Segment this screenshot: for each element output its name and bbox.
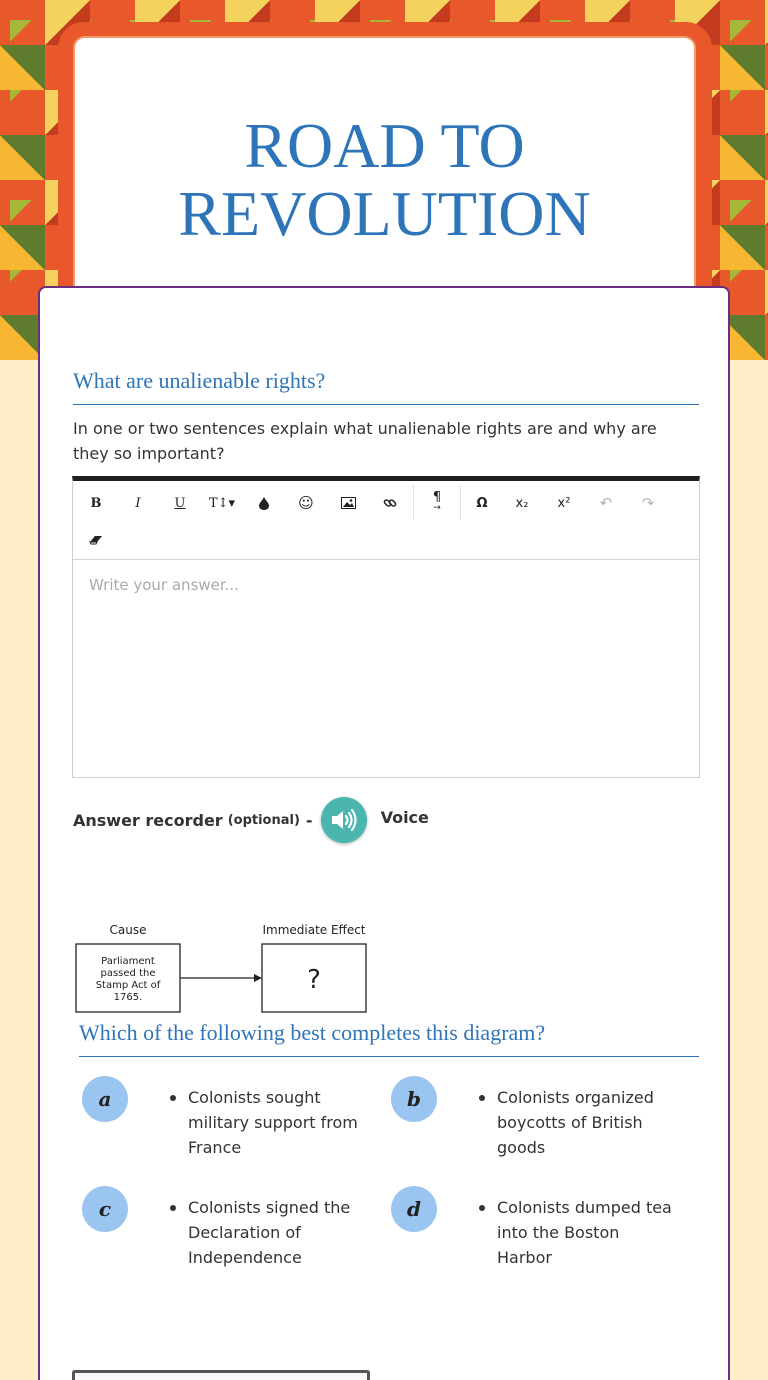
bold-button[interactable]: B <box>90 495 102 511</box>
font-size-dropdown[interactable]: T↕▾ <box>208 495 236 511</box>
text-color-button[interactable] <box>247 489 281 517</box>
recorder-optional-label: (optional) <box>227 812 300 828</box>
paragraph-label: ¶ <box>432 490 442 505</box>
italic-button[interactable]: I <box>135 495 141 511</box>
emoji-button[interactable]: ☺ <box>298 494 314 512</box>
option-b-button[interactable]: b <box>391 1076 437 1122</box>
option-c-text: Colonists signed the Declaration of Independence <box>170 1195 360 1270</box>
insert-image-button[interactable] <box>331 489 365 517</box>
effect-header: Immediate Effect <box>262 923 366 937</box>
title-card <box>73 36 696 311</box>
eraser-icon <box>89 535 103 545</box>
recorder-dash: - <box>305 810 313 830</box>
answer-recorder <box>73 796 429 844</box>
arrow-right-icon: → <box>433 503 441 513</box>
toolbar-separator <box>460 485 461 519</box>
cause-line: Stamp Act of <box>95 980 161 991</box>
question-1-title: What are unalienable rights? <box>73 368 699 405</box>
speaker-icon <box>330 808 358 832</box>
cause-header: Cause <box>109 923 147 937</box>
droplet-icon <box>259 497 269 510</box>
next-question-image <box>72 1370 370 1380</box>
option-c-button[interactable]: c <box>82 1186 128 1232</box>
arrow-head-icon <box>254 974 262 982</box>
cause-effect-diagram <box>74 920 374 1016</box>
cause-line: Parliament <box>101 956 155 967</box>
underline-button[interactable]: U <box>174 495 186 511</box>
option-d-button[interactable]: d <box>391 1186 437 1232</box>
undo-button[interactable]: ↶ <box>599 494 613 512</box>
superscript-button[interactable]: x² <box>557 495 571 511</box>
redo-button[interactable]: ↷ <box>641 494 655 512</box>
option-d-text: Colonists dumped tea into the Boston Harbor <box>479 1195 679 1270</box>
voice-label: Voice <box>380 807 429 827</box>
editor-toolbar <box>73 481 699 560</box>
insert-link-button[interactable] <box>373 489 407 517</box>
image-icon <box>341 497 356 509</box>
paragraph-direction-button[interactable] <box>420 489 454 517</box>
clear-formatting-button[interactable] <box>79 526 113 554</box>
question-1-text: In one or two sentences explain what unalienable rights are and why are they so important? <box>73 419 657 463</box>
toolbar-separator <box>413 485 414 519</box>
voice-record-button[interactable] <box>321 797 367 843</box>
subscript-button[interactable]: x₂ <box>515 495 529 511</box>
effect-question-mark: ? <box>307 965 321 995</box>
worksheet-content <box>38 286 730 1380</box>
page-title: ROAD TO REVOLUTION <box>178 110 591 249</box>
cause-line: 1765. <box>113 992 143 1003</box>
answer-input[interactable] <box>89 576 679 756</box>
link-icon <box>383 496 397 510</box>
option-b-text: Colonists organized boycotts of British goods <box>479 1085 669 1160</box>
rich-text-editor <box>72 476 700 778</box>
special-character-button[interactable]: Ω <box>476 495 488 511</box>
option-a-button[interactable]: a <box>82 1076 128 1122</box>
cause-line: passed the <box>100 968 156 979</box>
recorder-label: Answer recorder <box>73 810 223 830</box>
question-2-title: Which of the following best completes this diagram? <box>79 1020 699 1057</box>
option-a-text: Colonists sought military support from France <box>170 1085 360 1160</box>
